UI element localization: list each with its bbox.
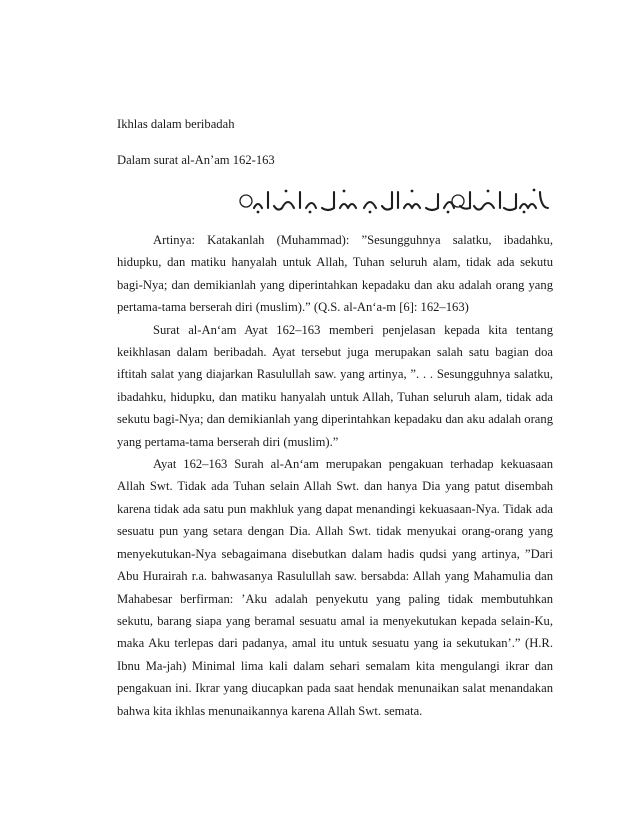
paragraph-hadith: Ayat 162–163 Surah al-An‘am merupakan pengakuan terhadap kekuasaan Allah Swt. Tidak ada Tuhan selain Allah Swt. dan hanya Dia yang patut disembah karena tidak ada satu pun makhluk yang dapat menandingi kekuasaan-Nya. Tidak ada sesuatu pun yang setara dengan Dia. Allah Swt. tidak menyukai orang-orang yang menyekutukan-Nya sebagaimana disebutkan dalam hadis qudsi yang artinya, ”Dari Abu Hurairah r.a. bahwasanya Rasulullah saw. bersabda: Allah yang Mahamulia dan Mahabesar berfirman: ’Aku adalah penyekutu yang paling tidak membutuhkan sekutu, barang siapa yang beramal sesuatu amal ia menyekutukan kepada selain-Ku, maka Aku terlepas dari padanya, amal itu untuk sesuatu yang ia sekutukan’.” (H.R. Ibnu Ma-jah) Minimal lima kali dalam sehari semalam kita mengulangi ikrar dan pengakuan ini. Ikrar yang diucapkan pada saat hendak menunaikan salat menandakan bahwa kita ikhlas menunaikannya karena Allah Swt. semata. xyxy=(117,457,553,718)
section-heading: Ikhlas dalam beribadah xyxy=(117,117,235,131)
quran-verse-calligraphy-icon xyxy=(236,186,552,216)
paragraph-translation: Artinya: Katakanlah (Muhammad): ”Sesungguhnya salatku, ibadahku, hidupku, dan matiku hanyalah untuk Allah, Tuhan seluruh alam, tidak ada sekutu bagi-Nya; dan demikianlah yang diperintahkan kepadaku dan aku adalah orang yang pertama-tama berserah diri (muslim).” (Q.S. al-An‘a-m [6]: 162–163) xyxy=(117,233,553,315)
document-body xyxy=(117,229,553,722)
surah-reference: Dalam surat al-An’am 162-163 xyxy=(117,153,275,167)
paragraph-explanation: Surat al-An‘am Ayat 162–163 memberi penjelasan kepada kita tentang keikhlasan dalam beribadah. Ayat tersebut juga merupakan salah satu bagian doa iftitah salat yang diajarkan Rasulullah saw. yang artinya, ”. . . Sesungguhnya salatku, ibadahku, hidupku, dan matiku hanyalah untuk Allah, Tuhan seluruh alam, tidak ada sekutu bagi-Nya; dan demikianlah yang diperintahkan kepadaku dan aku adalah orang yang pertama-tama berserah diri (muslim).” xyxy=(117,322,553,449)
